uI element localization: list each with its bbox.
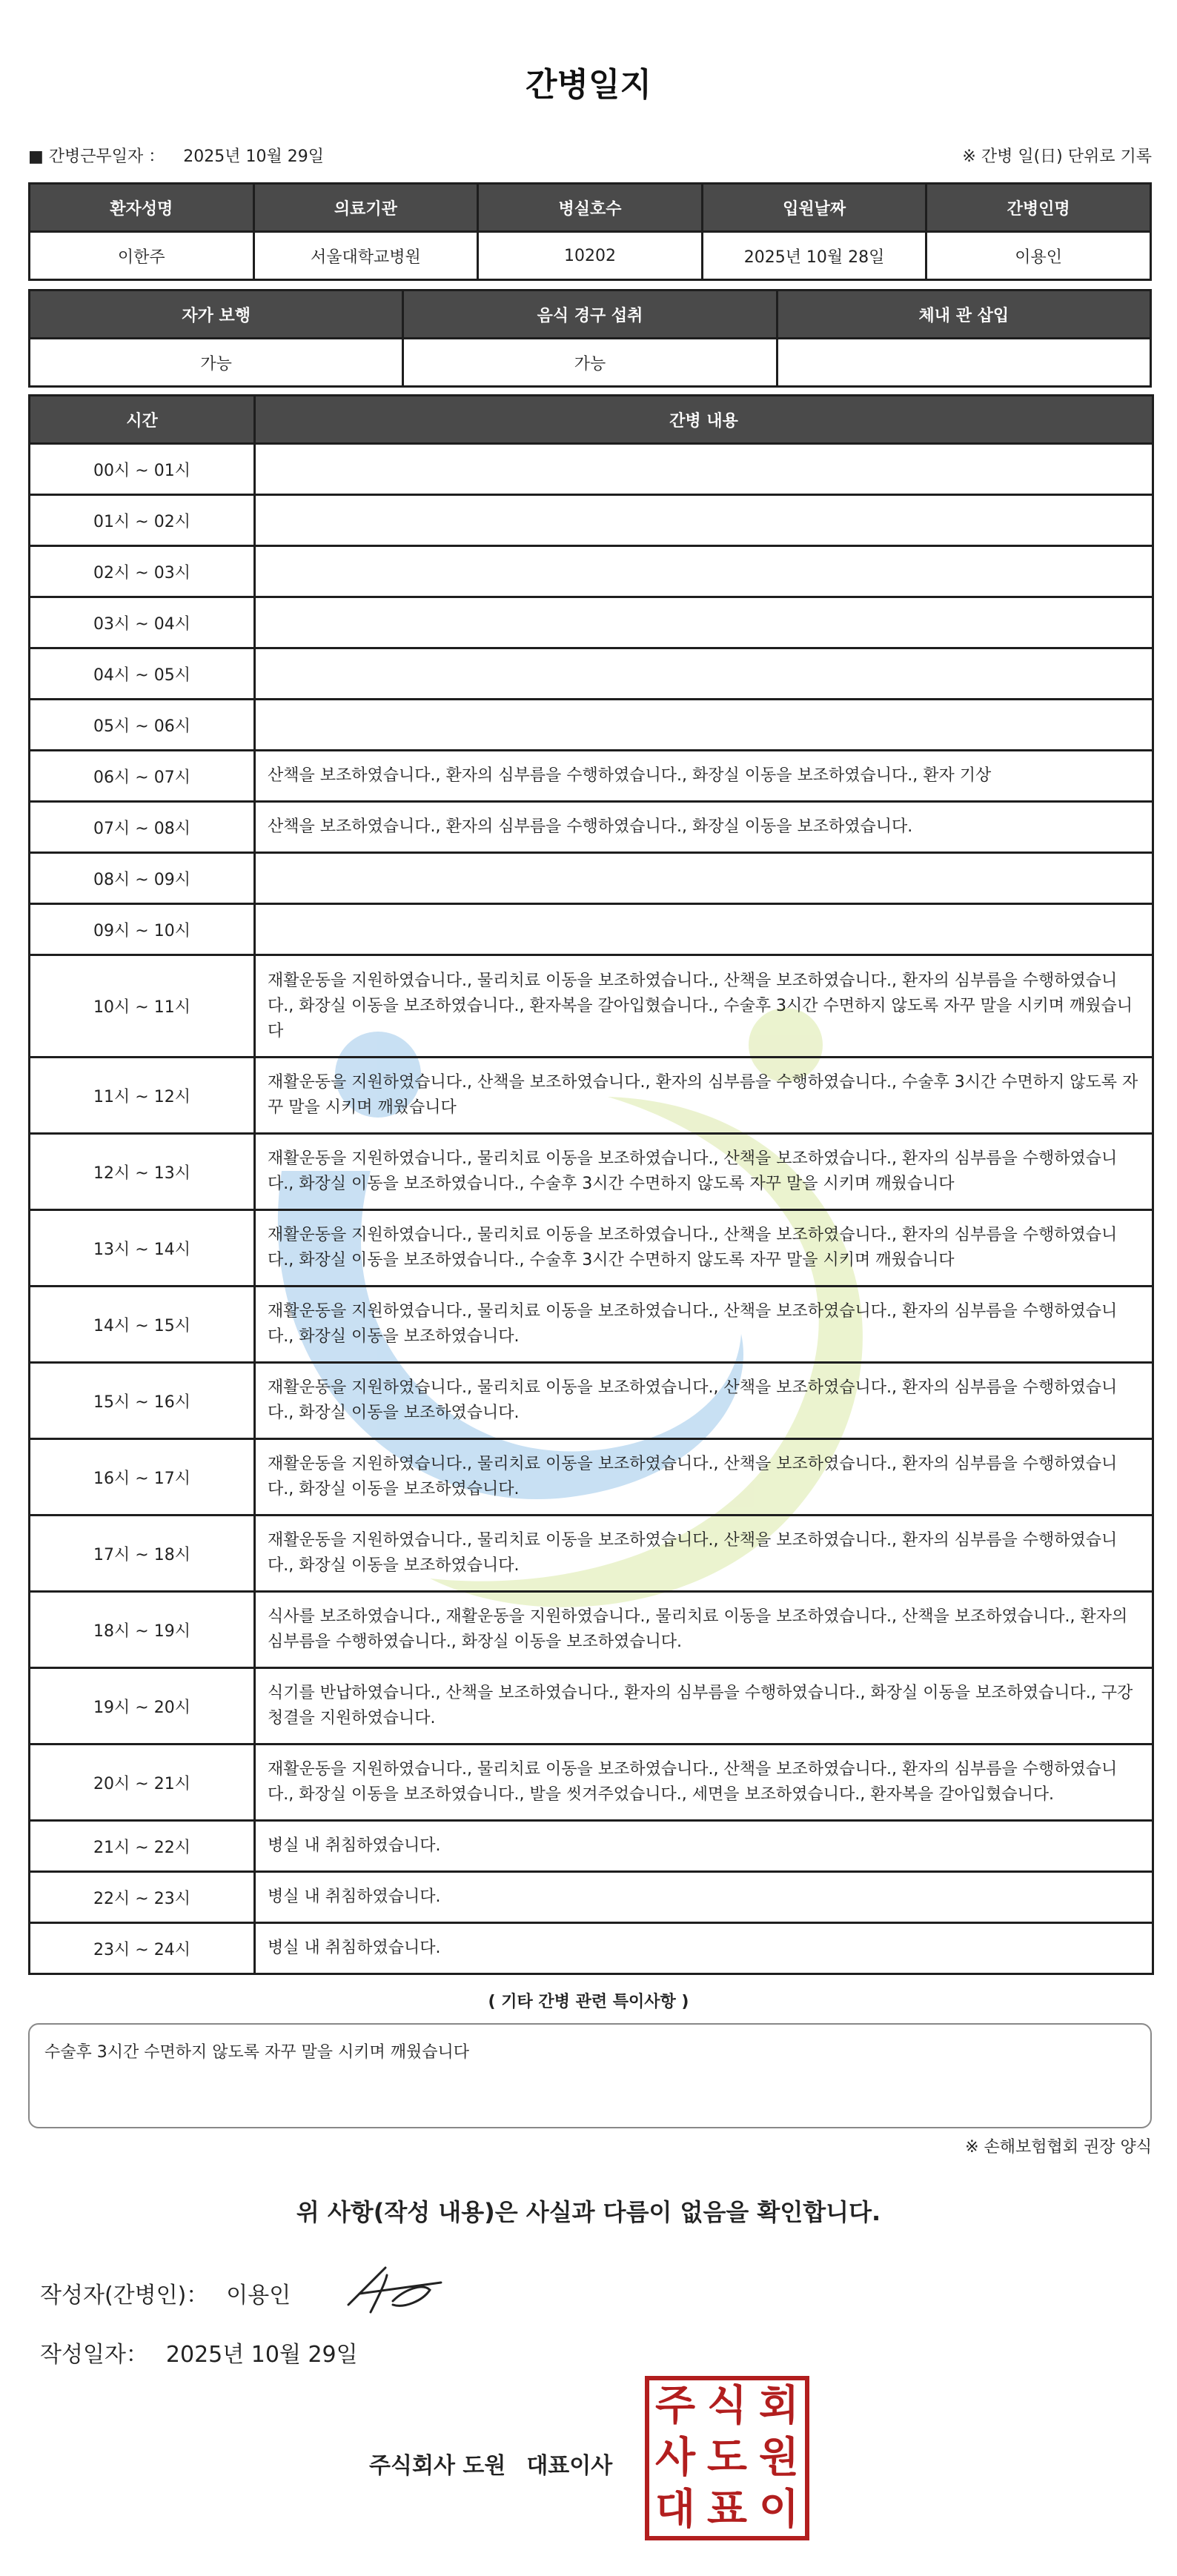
table-row: [30, 853, 1153, 904]
table-row: [30, 802, 1153, 853]
table-row: [30, 1287, 1153, 1363]
row-time: 18시 ~ 19시: [30, 1592, 255, 1668]
seal-char: 사: [654, 2434, 696, 2482]
written-date-value: 2025년 10월 29일: [165, 2342, 358, 2368]
row-content: 재활운동을 지원하였습니다., 물리치료 이동을 보조하였습니다., 산책을 보조하였습니다., 환자의 심부름을 수행하였습니다., 화장실 이동을 보조하였습니다., 발을 씻겨주었습니다., 세면을 보조하였습니다., 환자복을 갈아입혔습니다.: [255, 1745, 1153, 1821]
row-time: 14시 ~ 15시: [30, 1287, 255, 1363]
page-title: 간병일지: [525, 66, 652, 104]
seal-char: 식: [706, 2382, 748, 2430]
row-content: [255, 495, 1153, 546]
row-content: [255, 700, 1153, 751]
seal-char: 회: [758, 2382, 800, 2430]
caregiver-name: 이용인: [926, 232, 1151, 280]
row-content: [255, 648, 1153, 700]
row-time: 11시 ~ 12시: [30, 1058, 255, 1134]
table-row: [30, 1058, 1153, 1134]
row-content: 식기를 반납하였습니다., 산책을 보조하였습니다., 환자의 심부름을 수행하였습니다., 화장실 이동을 보조하였습니다., 구강청결을 지원하였습니다.: [255, 1668, 1153, 1745]
work-date: [28, 144, 324, 167]
table-row: [30, 1134, 1153, 1210]
row-time: 19시 ~ 20시: [30, 1668, 255, 1745]
header-care-content: 간병 내용: [255, 396, 1153, 444]
seal-char: 주: [654, 2382, 696, 2430]
header-hospital: 의료기관: [253, 184, 478, 232]
header-walking: 자가 보행: [30, 291, 403, 339]
header-tube: 체내 관 삽입: [777, 291, 1150, 339]
patient-name: 이한주: [30, 232, 254, 280]
table-row: [30, 1668, 1153, 1745]
row-time: 15시 ~ 16시: [30, 1363, 255, 1439]
table-row: [30, 546, 1153, 597]
row-time: 20시 ~ 21시: [30, 1745, 255, 1821]
header-patient-name: 환자성명: [30, 184, 254, 232]
room-number: 10202: [478, 232, 703, 280]
row-time: 16시 ~ 17시: [30, 1439, 255, 1516]
header-time: 시간: [30, 396, 255, 444]
confirmation-statement: 위 사항(작성 내용)은 사실과 다름이 없음을 확인합니다.: [296, 2198, 881, 2226]
row-content: 병실 내 취침하였습니다.: [255, 1923, 1153, 1974]
row-content: 식사를 보조하였습니다., 재활운동을 지원하였습니다., 물리치료 이동을 보조하였습니다., 산책을 보조하였습니다., 환자의 심부름을 수행하였습니다., 화장실 이동을 보조하였습니다.: [255, 1592, 1153, 1668]
company-line: [369, 2447, 612, 2480]
row-content: 재활운동을 지원하였습니다., 물리치료 이동을 보조하였습니다., 산책을 보조하였습니다., 환자의 심부름을 수행하였습니다., 화장실 이동을 보조하였습니다.: [255, 1516, 1153, 1592]
row-time: 08시 ~ 09시: [30, 853, 255, 904]
table-row: [30, 1923, 1153, 1974]
row-time: 23시 ~ 24시: [30, 1923, 255, 1974]
seal-char: 도: [706, 2434, 748, 2482]
row-content: 병실 내 취침하였습니다.: [255, 1821, 1153, 1872]
row-time: 05시 ~ 06시: [30, 700, 255, 751]
row-content: 재활운동을 지원하였습니다., 물리치료 이동을 보조하였습니다., 산책을 보조하였습니다., 환자의 심부름을 수행하였습니다., 화장실 이동을 보조하였습니다.: [255, 1363, 1153, 1439]
table-row: [30, 955, 1153, 1058]
table-row: [30, 1516, 1153, 1592]
row-content: 재활운동을 지원하였습니다., 물리치료 이동을 보조하였습니다., 산책을 보조하였습니다., 환자의 심부름을 수행하였습니다., 화장실 이동을 보조하였습니다., 수술후 3시간 수면하지 않도록 자꾸 말을 시키며 깨웠습니다: [255, 1210, 1153, 1287]
seal-char: 이: [758, 2486, 800, 2534]
unit-note: ※ 간병 일(日) 단위로 기록: [962, 147, 1152, 166]
work-date-value: 2025년 10월 29일: [183, 147, 325, 166]
patient-status-table: [28, 289, 1152, 388]
notes-box: 수술후 3시간 수면하지 않도록 자꾸 말을 시키며 깨웠습니다: [28, 2023, 1152, 2128]
header-admission-date: 입원날짜: [702, 184, 926, 232]
table-row: [30, 1210, 1153, 1287]
row-time: 22시 ~ 23시: [30, 1872, 255, 1923]
seal-char: 대: [654, 2486, 696, 2534]
hospital: 서울대학교병원: [253, 232, 478, 280]
seal-char: 표: [706, 2486, 748, 2534]
row-content: [255, 904, 1153, 955]
row-content: 산책을 보조하였습니다., 환자의 심부름을 수행하였습니다., 화장실 이동을 보조하였습니다.: [255, 802, 1153, 853]
row-content: [255, 853, 1153, 904]
signature-image: [341, 2260, 445, 2320]
table-row: [30, 1592, 1153, 1668]
row-time: 12시 ~ 13시: [30, 1134, 255, 1210]
seal-char: 원: [758, 2434, 800, 2482]
table-row: [30, 444, 1153, 495]
writer-line: [40, 2277, 291, 2309]
row-time: 00시 ~ 01시: [30, 444, 255, 495]
table-row: [30, 597, 1153, 648]
form-note: ※ 손해보험협회 권장 양식: [965, 2138, 1152, 2157]
row-content: 재활운동을 지원하였습니다., 물리치료 이동을 보조하였습니다., 산책을 보조하였습니다., 환자의 심부름을 수행하였습니다., 화장실 이동을 보조하였습니다., 환자복을 갈아입혔습니다., 수술후 3시간 수면하지 않도록 자꾸 말을 시키며 깨웠습니다: [255, 955, 1153, 1058]
tube-status: [777, 339, 1150, 387]
writer-label: 작성자(간병인)：: [40, 2283, 209, 2308]
company-name: 주식회사 도원: [369, 2453, 506, 2479]
table-row: [30, 1821, 1153, 1872]
row-content: [255, 597, 1153, 648]
row-time: 21시 ~ 22시: [30, 1821, 255, 1872]
written-date-label: 작성일자：: [40, 2342, 148, 2368]
row-content: 산책을 보조하였습니다., 환자의 심부름을 수행하였습니다., 화장실 이동을 보조하였습니다., 환자 기상: [255, 751, 1153, 802]
writer-name: 이용인: [226, 2283, 291, 2308]
row-content: 재활운동을 지원하였습니다., 산책을 보조하였습니다., 환자의 심부름을 수행하였습니다., 수술후 3시간 수면하지 않도록 자꾸 말을 시키며 깨웠습니다: [255, 1058, 1153, 1134]
row-time: 13시 ~ 14시: [30, 1210, 255, 1287]
row-time: 17시 ~ 18시: [30, 1516, 255, 1592]
row-content: [255, 546, 1153, 597]
row-time: 01시 ~ 02시: [30, 495, 255, 546]
table-row: [30, 1439, 1153, 1516]
header-oral-intake: 음식 경구 섭취: [403, 291, 777, 339]
admission-date: 2025년 10월 28일: [702, 232, 926, 280]
table-row: [30, 700, 1153, 751]
table-row: [30, 648, 1153, 700]
company-seal: [645, 2376, 809, 2540]
row-time: 10시 ~ 11시: [30, 955, 255, 1058]
care-log-table: [28, 394, 1154, 1975]
table-row: [30, 1745, 1153, 1821]
header-room: 병실호수: [478, 184, 703, 232]
row-content: [255, 444, 1153, 495]
row-content: 재활운동을 지원하였습니다., 물리치료 이동을 보조하였습니다., 산책을 보조하였습니다., 환자의 심부름을 수행하였습니다., 화장실 이동을 보조하였습니다.: [255, 1287, 1153, 1363]
row-time: 09시 ~ 10시: [30, 904, 255, 955]
oral-intake-status: 가능: [403, 339, 777, 387]
patient-info-table: [28, 182, 1152, 281]
written-date-line: [40, 2336, 358, 2368]
row-content: 재활운동을 지원하였습니다., 물리치료 이동을 보조하였습니다., 산책을 보조하였습니다., 환자의 심부름을 수행하였습니다., 화장실 이동을 보조하였습니다., 수술후 3시간 수면하지 않도록 자꾸 말을 시키며 깨웠습니다: [255, 1134, 1153, 1210]
row-time: 04시 ~ 05시: [30, 648, 255, 700]
table-row: [30, 751, 1153, 802]
table-row: [30, 495, 1153, 546]
walking-status: 가능: [30, 339, 403, 387]
row-time: 06시 ~ 07시: [30, 751, 255, 802]
work-date-label: ■ 간병근무일자 ：: [28, 147, 165, 166]
header-caregiver: 간병인명: [926, 184, 1151, 232]
row-time: 02시 ~ 03시: [30, 546, 255, 597]
row-content: 병실 내 취침하였습니다.: [255, 1872, 1153, 1923]
row-time: 03시 ~ 04시: [30, 597, 255, 648]
table-row: [30, 1363, 1153, 1439]
notes-title: ( 기타 간병 관련 특이사항 ): [488, 1993, 689, 2011]
table-row: [30, 904, 1153, 955]
table-row: [30, 1872, 1153, 1923]
row-content: 재활운동을 지원하였습니다., 물리치료 이동을 보조하였습니다., 산책을 보조하였습니다., 환자의 심부름을 수행하였습니다., 화장실 이동을 보조하였습니다.: [255, 1439, 1153, 1516]
company-title: 대표이사: [526, 2453, 613, 2479]
row-time: 07시 ~ 08시: [30, 802, 255, 853]
